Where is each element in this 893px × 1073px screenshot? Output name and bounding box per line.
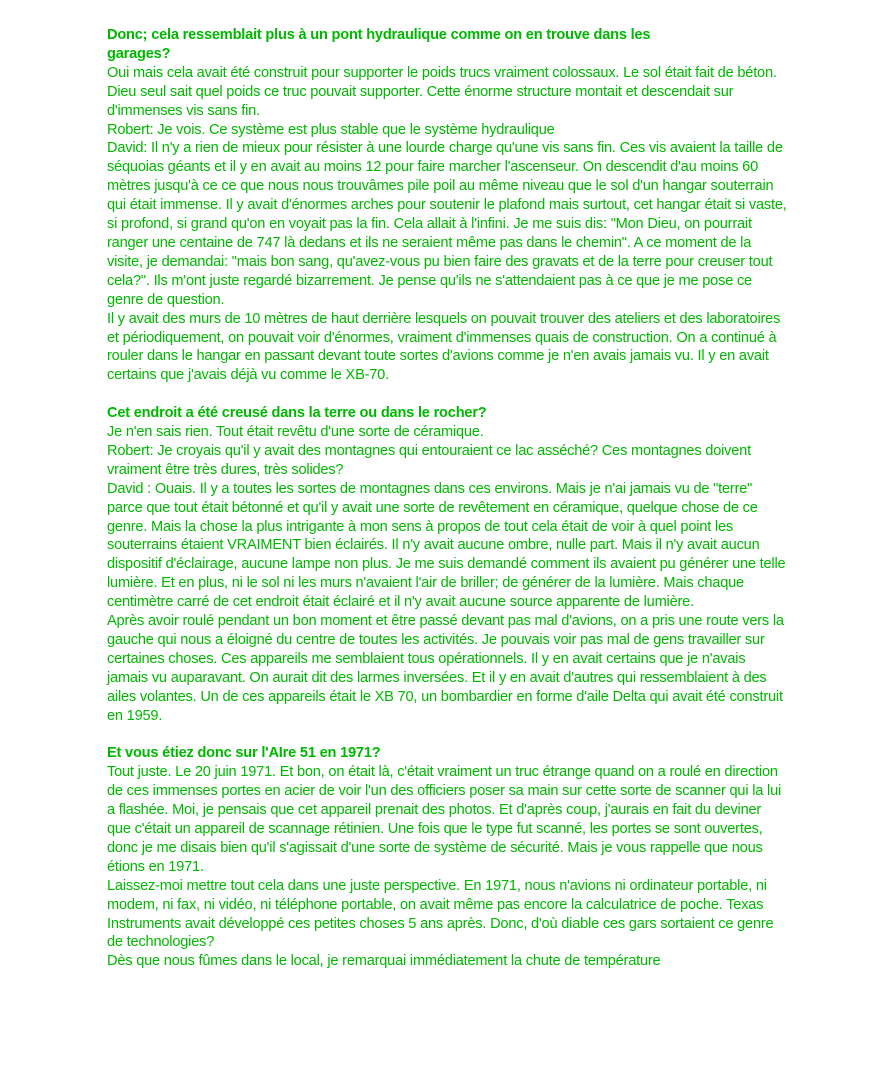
- question-heading: Cet endroit a été creusé dans la terre ou dans le rocher?: [107, 405, 487, 422]
- paragraph: Dès que nous fûmes dans le local, je remarquai immédiatement la chute de température: [107, 953, 661, 970]
- question-heading: Donc; cela ressemblait plus à un pont hydraulique comme on en trouve dans les garages?: [107, 27, 651, 62]
- paragraph: Je n'en sais rien. Tout était revêtu d'une sorte de céramique.: [107, 424, 484, 441]
- document-page: [107, 26, 787, 990]
- question-heading: Et vous étiez donc sur l'AIre 51 en 1971?: [107, 745, 381, 762]
- section-earth-or-rock: [107, 404, 787, 725]
- section-area-51: [107, 744, 787, 971]
- paragraph: Il y avait des murs de 10 mètres de haut derrière lesquels on pouvait trouver des ateliers et des laboratoires et périodiquement, on pouvait voir d'énormes, vraiment d'immenses quais de construction. On a continué à rouler dans le hangar en passant devant toute sortes d'avions comme je n'en avais jamais vu. Il y en avait certains que j'avais déjà vu comme le XB-70.: [107, 310, 781, 384]
- paragraph: David : Ouais. Il y a toutes les sortes de montagnes dans ces environs. Mais je n'ai jamais vu de "terre" parce que tout était bétonné et qu'il y avait une sorte de revêtement en céramique, quelque chose de ce genre. Mais la chose la plus intrigante à mon sens à propos de tout cela était de voir à quel point les souterrains étaient VRAIMENT bien éclairés. Il n'y avait aucune ombre, nulle part. Mais il n'y avait aucun dispositif d'éclairage, aucune lampe non plus. Je me suis demandé comment ils avaient pu générer une telle lumière. Et en plus, ni le sol ni les murs n'avaient l'air de briller; de générer de la lumière. Mais chaque centimètre carré de cet endroit était éclairé et il n'y avait aucune source apparente de lumière.: [107, 480, 786, 611]
- paragraph: Après avoir roulé pendant un bon moment et être passé devant pas mal d'avions, on a pris une route vers la gauche qui nous a éloigné du centre de toutes les activités. Je pouvais voir pas mal de gens travailler sur certaines choses. Ces appareils me semblaient tous opérationnels. Il y en avait certains que je n'avais jamais vu auparavant. On aurait dit des larmes inversées. Et il y en avait d'autres qui ressemblaient à des ailes volantes. Un de ces appareils était le XB 70, un bombardier en forme d'aile Delta qui avait été construit en 1959.: [107, 613, 784, 724]
- paragraph: Oui mais cela avait été construit pour supporter le poids trucs vraiment colossaux. Le sol était fait de béton. Dieu seul sait quel poids ce truc pouvait supporter. Cette énorme structure montait et descendait sur d'immenses vis sans fin.: [107, 64, 777, 119]
- paragraph: Robert: Je vois. Ce système est plus stable que le système hydraulique: [107, 121, 555, 138]
- paragraph: David: Il n'y a rien de mieux pour résister à une lourde charge qu'une vis sans fin. Ces vis avaient la taille de séquoias géants et il y en avait au moins 12 pour faire marcher l'ascenseur. On descendit d'au moins 60 mètres jusqu'à ce ce que nous nous trouvâmes pile poil au même niveau que le sol d'un hangar souterrain qui était immense. Il y avait d'énormes arches pour soutenir le plafond mais surtout, cet hangar était si vaste, si profond, si grand qu'on en voyait pas la fin. Cela allait à l'infini. Je me suis dis: "Mon Dieu, on pourrait ranger une centaine de 747 là dedans et ils ne seraient même pas dans le chemin". A ce moment de la visite, je demandai: "mais bon sang, qu'avez-vous pu bien faire des gravats et de la terre pour creuser tout cela?". Ils m'ont juste regardé bizarrement. Je pense qu'ils ne s'attendaient pas à ce que je me pose ce genre de question.: [107, 140, 787, 308]
- section-hydraulic-lift: [107, 26, 787, 385]
- paragraph: Laissez-moi mettre tout cela dans une juste perspective. En 1971, nous n'avions ni ordinateur portable, ni modem, ni fax, ni vidéo, ni téléphone portable, on avait même pas encore la calculatrice de poche. Texas Instruments avait développé ces petites choses 5 ans après. Donc, d'où diable ces gars sortaient ce genre de technologies?: [107, 877, 774, 951]
- paragraph: Robert: Je croyais qu'il y avait des montagnes qui entouraient ce lac asséché? Ces montagnes doivent vraiment être très dures, très solides?: [107, 442, 751, 478]
- paragraph: Tout juste. Le 20 juin 1971. Et bon, on était là, c'était vraiment un truc étrange quand on a roulé en direction de ces immenses portes en acier de voir l'un des officiers poser sa main sur cette sorte de scanner qui la lui a flashée. Moi, je pensais que cet appareil prenait des photos. Et d'après coup, j'aurais en fait du deviner que c'était un appareil de scannage rétinien. Une fois que le type fut scanné, les portes se sont ouvertes, donc je me disais bien qu'il s'agissait d'une sorte de système de sécurité. Mais je vous rappelle que nous étions en 1971.: [107, 764, 782, 875]
